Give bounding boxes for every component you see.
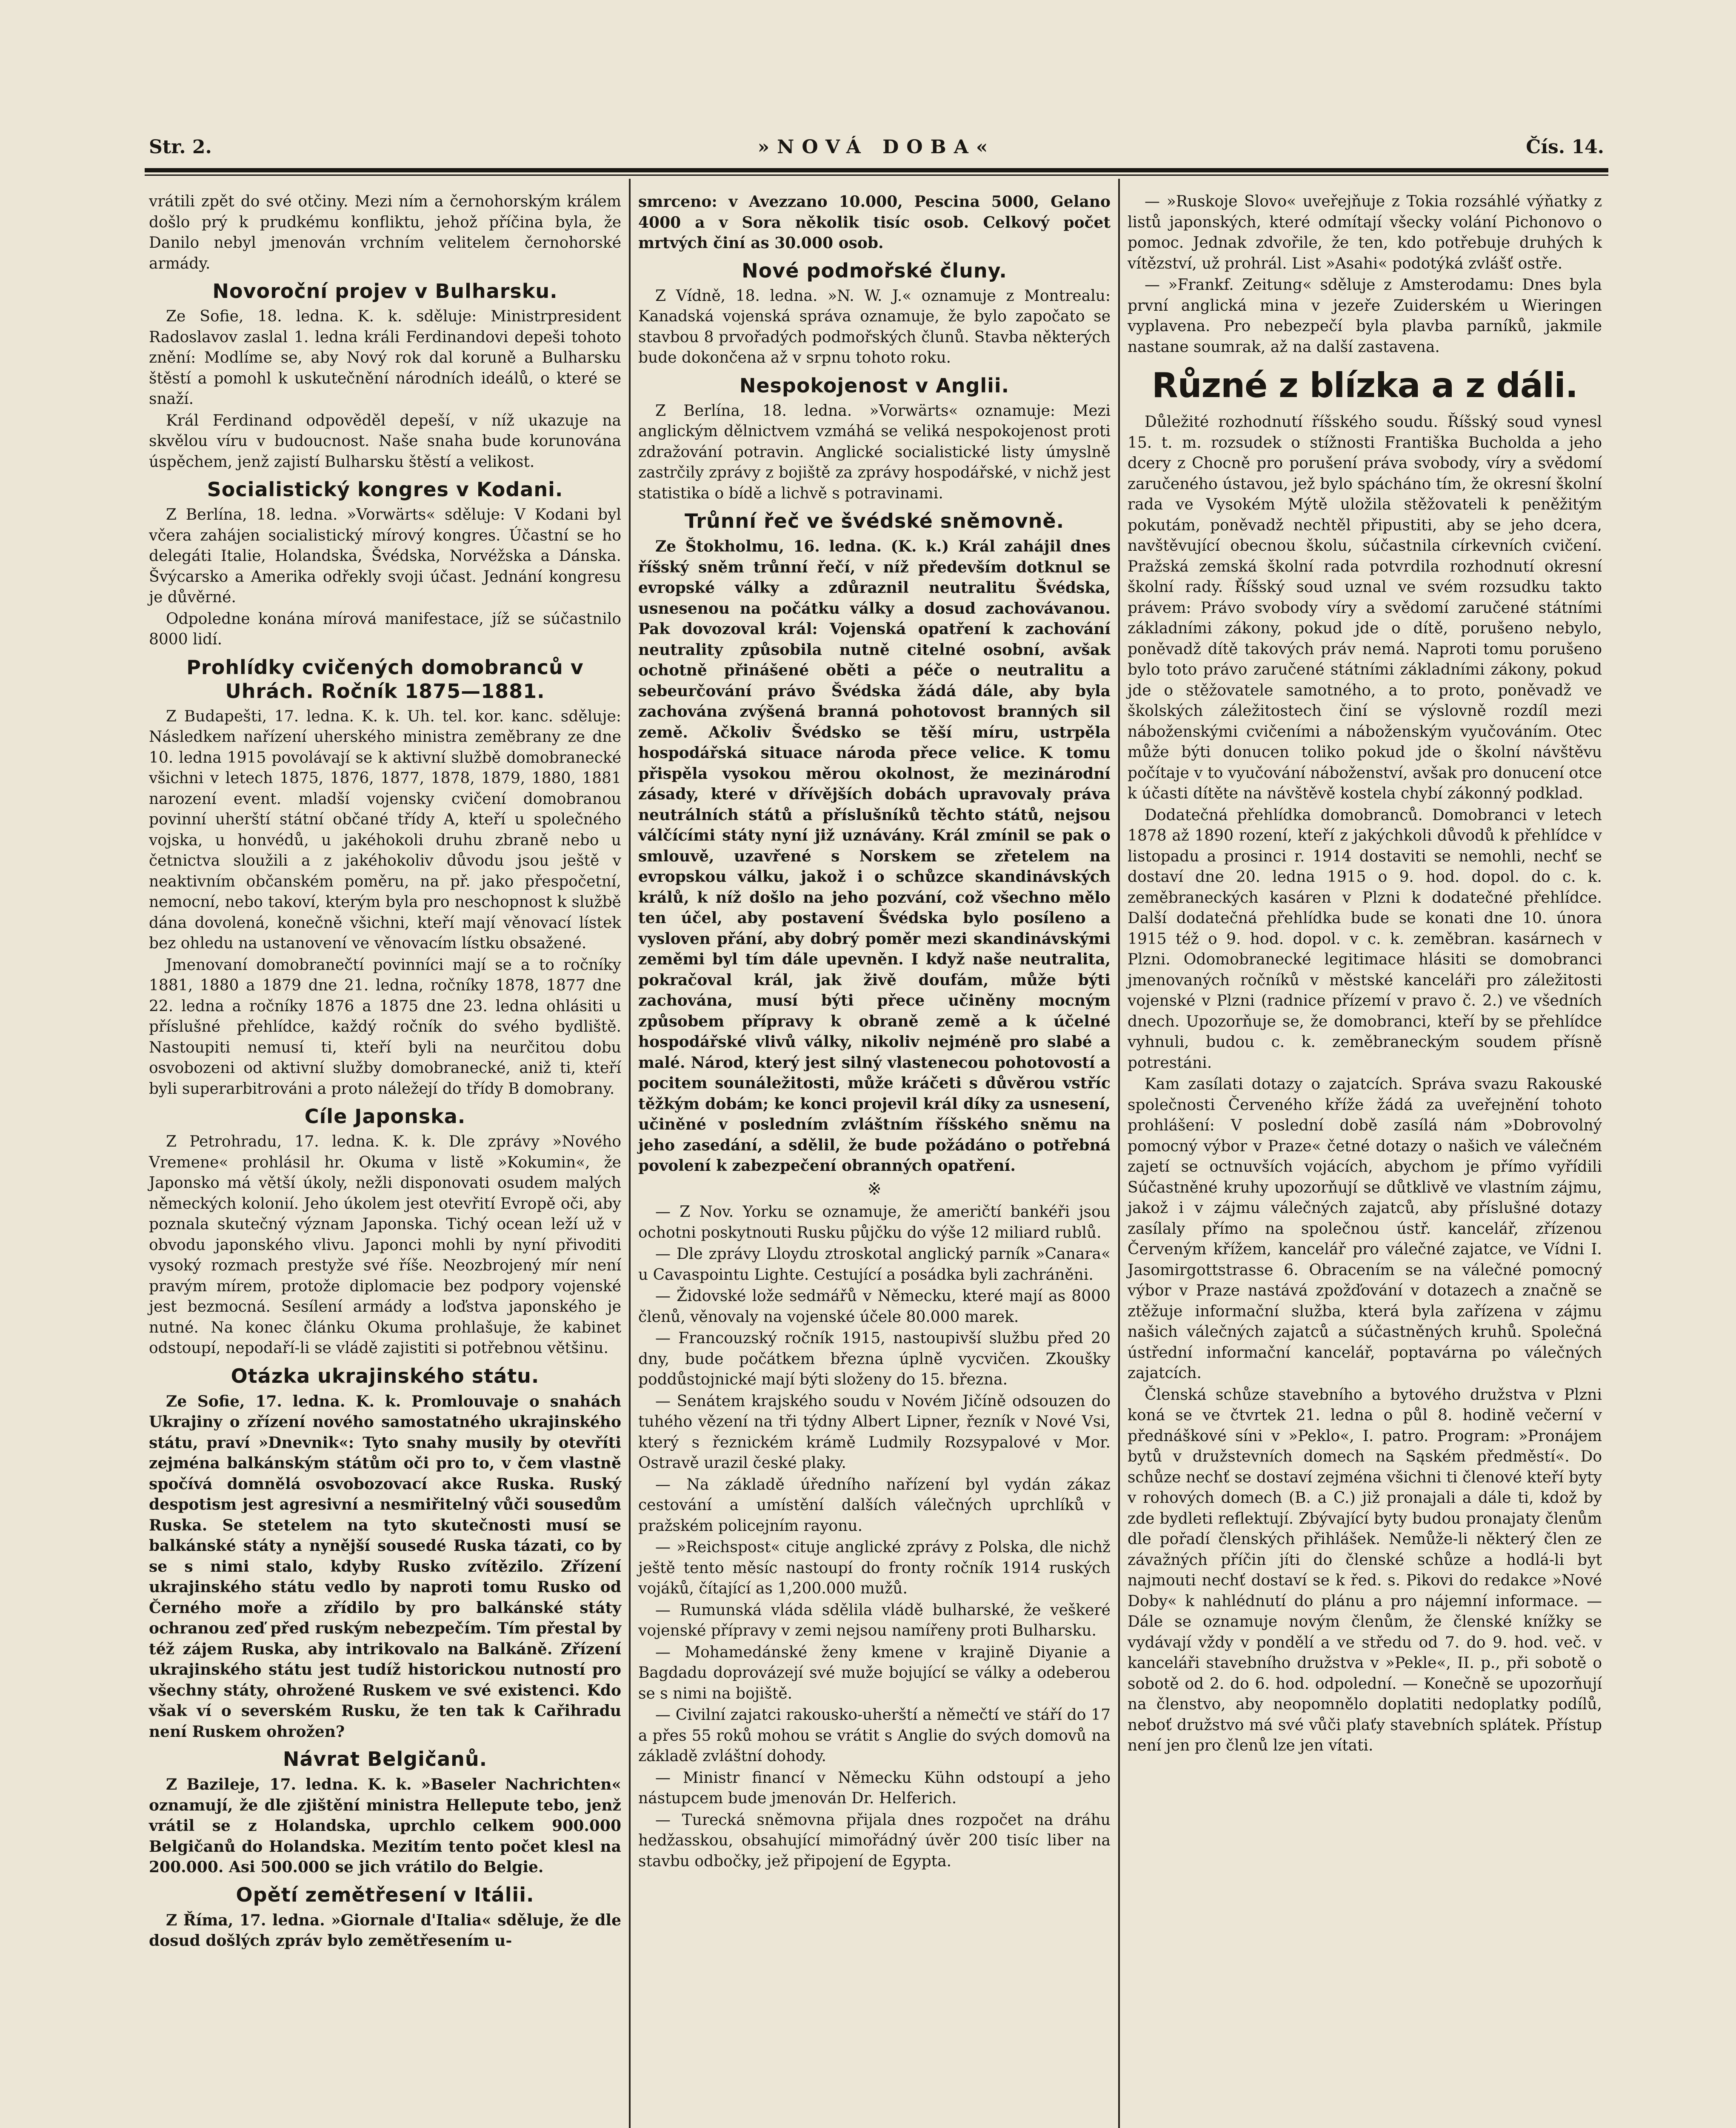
article-paragraph: — »Ruskoje Slovo« uveřejňuje z Tokia rozsáhlé výňatky z listů japonských, které odmítají všecky volání Pichonovo o pomoc. Jednak zdvořile, že ten, kdo potřebuje druhých k vítězství, už prohrál. List »Asahi« podotýká zvlášť ostře. [1128,193,1602,272]
article-paragraph: Kam zasílati dotazy o zajatcích. Správa svazu Rakouské společnosti Červeného kříže žádá za uveřejnění tohoto prohlášení: V poslední době zasílá nám »Dobrovolný pomocný výbor v Praze« četné dotazy o našich ve válečném zajetí se octnuvších vojácích, abychom je přímo vyřídili Súčastněné kruhy upozorňují se důtklivě ve vlastním zájmu, jakož i v zájmu válečných zajatců, aby příslušné dotazy zasílaly přímo na společnou ústř. kancelář, zřízenou Červeným křížem, kancelář pro válečné zajatce, ve Vídni I. Jasomirgottstrasse 6. Obracením se na válečné pomocný výbor v Praze nastává zpožďování v dotazech a značně se ztěžuje informační služba, která byla zařízena v zájmu našich válečných zajatců a súčastněných kruhů. Společná ústřední informační kancelář, poptavárna po válečných zajatcích. [1128,1075,1602,1382]
article-paragraph: Důležité rozhodnutí říšského soudu. Říšský soud vynesl 15. t. m. rozsudek o stížnosti Františka Bucholda a jeho dcery z Chocně pro porušení práva svobody, víry a svědomí zaručeného ústavou, jež bylo spácháno tím, že okresní školní rada ve Vysokém Mýtě uložila stěžovateli k peněžitým pokutám, poněvadž nechtěl připustiti, aby se jeho dcera, navštěvující obecnou školu, súčastnila církevních cvičení. Pražská zemská školní rada potvrdila rozhodnutí okresní školní rady. Říšský soud uznal ve svém rozsudku takto právem: Právo svobody víry a svědomí zaručené státními základními zákony, pokud jde o dítě, porušeno nebylo, poněvadž dítě takových práv nemá. Naproti tomu porušeno bylo toto právo zaručené státními základními zákony, pokud jde o stěžovatele samotného, a to proto, poněvadž ve školských záležitostech činí se výslovně rozdíl mezi náboženskými cvičeními a náboženským vyučováním. Otec může býti donucen toliko pokud jde o školní návštěvu počítaje v to vyučování náboženství, avšak pro donucení otce k účasti dítěte na návštěvě kostela chybí zákonný podklad. [1128,413,1602,802]
article-paragraph: Z Petrohradu, 17. ledna. K. k. Dle zprávy »Nového Vremene« prohlásil hr. Okuma v listě »Kokumin«, že Japonsko má větší úkoly, nežli disponovati osudem malých německých kolonií. Jeho úkolem jest otevřití Evropě oči, aby poznala skutečný význam Japonska. Tichý ocean leží už v obvodu japonského vlivu. Japonci mohli by nyní přivoditi vysoký rozmach prestyže své říše. Neozbrojený mír není pravým mírem, protože diplomacie bez podpory vojenské jest bezmocná. Sesílení armády a loďstva japonského je nutné. Na konec článku Okuma prohlašuje, že kabinet odstoupí, nepodaří-li se vládě zajistiti si potřebnou většinu. [149,1133,621,1357]
header-rule [145,168,1608,172]
article-paragraph: Z Berlína, 18. ledna. »Vorwärts« sděluje: V Kodani byl včera zahájen socialistický mírový kongres. Účastní se ho delegáti Italie, Holandska, Švédska, Norvéžska a Dánska. Švýcarsko a Amerika odřekly svoji účast. Jednání kongresu je důvěrné. [149,506,621,606]
article-headline: Cíle Japonska. [304,1105,466,1128]
paper-name: »NOVÁ DOBA« [757,136,996,158]
section-separator: ※ [867,1179,882,1199]
article-paragraph: — Francouzský ročník 1915, nastoupivší službu před 20 dny, bude počátkem března úplně vycvičen. Zkoušky poddůstojnické mají býti složeny do 15. března. [638,1330,1111,1388]
article-paragraph: Dodatečná přehlídka domobranců. Domobranci v letech 1878 až 1890 rození, kteří z jakýchkoli důvodů k přehlídce v listopadu a prosinci r. 1914 dostaviti se nemohli, nechť se dostaví dne 20. ledna 1915 o 9. hod. dopol. do c. k. zeměbraneckých kasáren v Plzni k dodatečné přehlídce. Další dodatečná přehlídka bude se konati dne 10. února 1915 též o 9. hod. dopol. v c. k. zeměbran. kasárnech v Plzni. Odomobranecké legitimace hlásiti se domobranci jmenovaných ročníků v městské kanceláři pro záležitosti vojenské v Plzni (radnice přízemí v pravo č. 2.) ve všedních dnech. Upozorňuje se, že domobranci, kteří by se přehlídce vyhnuli, budou c. k. zeměbraneckým soudem přísně potrestáni. [1128,806,1602,1072]
article-paragraph: Z Budapešti, 17. ledna. K. k. Uh. tel. kor. kanc. sděluje: Následkem nařízení uherského ministra zeměbrany ze dne 10. ledna 1915 povolávají se k aktivní službě domobranecké všichni v letech 1875, 1876, 1877, 1878, 1879, 1880, 1881 narození event. mladší vojensky cvičení domobranou povinní uherští státní občané třídy A, kteří u společného vojska, u honvédů, u jakéhokoli druhu zbraně nebo u četnictva sloužili a z jakéhokoliv důvodu jsou ještě v neaktivním občanském poměru, na př. jako přespočetní, nemocní, nebo takoví, kterým byla pro neschopnost k službě dána dovolená, konečně všichni, kteří mají věnovací lístek bez ohledu na ustanovení ve věnovacím lístku obsažené. [149,707,621,952]
column-3 [1128,192,1602,1757]
article-headline: Socialistický kongres v Kodani. [207,478,563,501]
article-headline: Různé z blízka a z dáli. [1151,366,1578,405]
page-number: Str. 2. [149,136,212,158]
article-headline: Opětí zemětřesení v Itálii. [236,1883,534,1906]
article-paragraph: — »Frankf. Zeitung« sděluje z Amsterodamu: Dnes byla první anglická mina v jezeře Zuiderském u Wieringen vyplavena. Pro nebezpečí byla plavba parníků, jakmile nastane soumrak, až na další zastavena. [1128,276,1602,356]
article-paragraph: — Dle zprávy Lloydu ztroskotal anglický parník »Canara« u Cavaspointu Lighte. Cestující a posádka byli zachráněni. [638,1245,1111,1284]
article-paragraph: Z Říma, 17. ledna. »Giornale d'Italia« sděluje, že dle dosud došlých zpráv bylo zemětřesením u- [149,1911,621,1950]
article-headline: Otázka ukrajinského státu. [231,1364,540,1387]
article-paragraph: — Rumunská vláda sdělila vládě bulharské, že veškeré vojenské přípravy v zemi nejsou namířeny proti Bulharsku. [638,1601,1111,1639]
article-headline: Prohlídky cvičených domobranců v Uhrách. Ročník 1875—1881. [186,655,584,703]
article-paragraph: Odpoledne konána mírová manifestace, jíž se súčastnilo 8000 lidí. [149,610,621,648]
column-divider [1118,179,1120,2128]
article-paragraph: Ze Sofie, 17. ledna. K. k. Promlouvaje o snahách Ukrajiny o zřízení nového samostatného ukrajinského státu, praví »Dnevnik«: Tyto snahy musily by otevříti zejména balkánským státům oči pro to, v čem vlastně spočívá domnělá osvobozovací akce Ruska. Ruský despotism jest agresivní a nesmiřitelný vůči sousedům Ruska. Se stetelem na tyto skutečnosti musí se balkánské státy a nynější sousedé Ruska tázati, co by se s nimi stalo, kdyby Rusko zvítězilo. Zřízení ukrajinského státu vedlo by naproti tomu Rusko od Černého moře a zřídilo by pro balkánské státy ochranou zeď před ruským nebezpečím. Tím přestal by též zájem Ruska, aby intrikovalo na Balkáně. Zřízení ukrajinského státu jest tudíž historickou nutností pro všechny státy, ohrožené Ruskem ve své existenci. Kdo však ví o severském Rusku, že ten tak k Cařihradu není Ruskem ohrožen? [149,1392,621,1741]
article-paragraph: — Ministr financí v Německu Kühn odstoupí a jeho nástupcem bude jmenován Dr. Helferich. [638,1769,1111,1807]
article-headline: Trůnní řeč ve švédské sněmovně. [684,509,1065,532]
column-divider [629,179,631,2128]
article-paragraph: — Mohamedánské ženy kmene v krajině Diyanie a Bagdadu doprovázejí své muže bojující se války a odeberou se s nimi na bojiště. [638,1643,1111,1702]
article-headline: Nové podmořské čluny. [742,259,1007,282]
article-paragraph: Z Bazileje, 17. ledna. K. k. »Baseler Nachrichten« oznamují, že dle zjištění ministra Hellepute tebo, jenž vrátil se z Holandska, uprchlo celkem 900.000 Belgičanů do Holandska. Mezitím tento počet klesl na 200.000. Asi 500.000 se jich vrátilo do Belgie. [149,1776,621,1876]
article-headline: Novoroční projev v Bulharsku. [212,280,558,303]
article-paragraph: vrátili zpět do své otčiny. Mezi ním a černohorským králem došlo prý k prudkému konfliktu, jehož příčina byla, že Danilo nebyl jmenován vrchním velitelem černohorské armády. [149,193,621,272]
masthead [149,136,1604,166]
article-paragraph: — Židovské lože sedmářů v Německu, které mají as 8000 členů, věnovaly na vojenské účele 80.000 marek. [638,1287,1111,1326]
column-2 [638,192,1111,1873]
column-1 [149,192,621,1952]
article-paragraph: smrceno: v Avezzano 10.000, Pescina 5000, Gelano 4000 a v Sora několik tisíc osob. Celkový počet mrtvých činí as 30.000 osob. [638,193,1111,252]
article-paragraph: Z Berlína, 18. ledna. »Vorwärts« oznamuje: Mezi anglickým dělnictvem vzmáhá se veliká nespokojenost proti zdražování potravin. Anglické socialistické listy úmyslně zastrčily zprávy z bojiště za zprávy hospodářské, v nichž jest statistika o bídě a lichvě s potravinami. [638,402,1111,502]
article-paragraph: Z Vídně, 18. ledna. »N. W. J.« oznamuje z Montrealu: Kanadská vojenská správa oznamuje, že bylo započato se stavbou 8 prvořadých podmořských člunů. Stavba některých bude dokončena až v srpnu tohoto roku. [638,287,1111,366]
article-paragraph: Členská schůze stavebního a bytového družstva v Plzni koná se ve čtvrtek 21. ledna o půl 8. hodině večerní v přednáškové síni v »Peklo«, I. patro. Program: »Pronájem bytů v družstevních domech na Sąském předměstí«. Do schůze nechť se dostaví zejména všichni ti členové kteří byty v rohových domech (B. a C.) již pronajali a dále ti, kdož by zde bydleti reflektují. Zbývající byty budou pronajaty členům dle pořadí členských přihlášek. Nemůže-li některý člen ze závažných příčin jíti do členské schůze a hodlá-li byt najmouti nechť dostaví se k řed. s. Pikovi do redakce »Nové Doby« k nahlédnutí do plánu a pro nájemní informace. — Dále se oznamuje novým členům, že členské knížky se vydávají vždy v pondělí a ve středu od 7. do 9. hod. več. v kanceláři stavebního družstva v »Pekle«, II. p., při sobotě o sobotě od 2. do 6. hod. odpolední. — Konečně se upozorňují na členstvo, aby neopomnělo doplatiti nedoplatky podílů, neboť družstvo má své vůči plaťy stavebních splátek. Přístup není jen pro členů lze jen vítati. [1128,1386,1602,1754]
article-paragraph: Ze Štokholmu, 16. ledna. (K. k.) Král zahájil dnes říšský sněm trůnní řečí, v níž především dotknul se evropské války a zdůraznil neutralitu Švédska, usnesenou na počátku války a dosud zachovávanou. Pak dovozoval král: Vojenská opatření k zachování neutrality způsobila nutně citelné osobní, avšak ochotně přinášené oběti a péče o neutralitu a sebeurčování právo Švédska žádá dále, aby byla zachována zvýšená branná pohotovost branných sil země. Ačkoliv Švédsko se těší míru, ustrpěla hospodářská situace národa přece velice. K tomu přispěla vysokou měrou okolnost, že mezinárodní zásady, které v dřívějších dobách upravovaly práva neutrálních států a příslušníků těchto států, nejsou válčícími státy nyní již uznávány. Král zmínil se pak o smlouvě, uzavřené s Norskem se zřetelem na evropskou válku, jakož i o schůzce skandinávských králů, k níž došlo na jeho pozvání, což všechno mělo ten účel, aby postavení Švédska bylo posíleno a vysloven přání, aby dobrý poměr mezi skandinávskými zeměmi byl tím dále upevněn. I když naše neutralita, pokračoval král, jak živě doufám, může býti zachována, musí býti přece učiněny mocným způsobem přípravy k obraně země a k účelné hospodářské vlivů války, nikoliv nejméně pro slabé a malé. Národ, který jest silný vlastenecou pohotovostí a pocitem sounáležitosti, může kráčeti s důvěrou vstříc těžkým dobám; ke konci projevil král díky za usnesení, učiněné v posledním zvláštním říšského sněmu na jeho zasedání, a sdělil, že bude požádáno o potřebná povolení k zabezpečení obranných opatření. [638,538,1111,1175]
article-headline: Návrat Belgičanů. [283,1748,488,1770]
issue-number: Čís. 14. [1526,136,1604,158]
header-rule-thin [145,174,1608,176]
article-paragraph: — Turecká sněmovna přijala dnes rozpočet na dráhu hedžasskou, obsahující mimořádný úvěr 200 tisíc liber na stavbu odbočky, jež připojení de Egypta. [638,1811,1111,1870]
article-headline: Nespokojenost v Anglii. [739,374,1010,397]
article-paragraph: Král Ferdinand odpověděl depeší, v níž ukazuje na skvělou víru v budoucnost. Naše snaha bude korunována úspěchem, jenž zajistí Bulharsku štěstí a velikost. [149,412,621,471]
article-paragraph: — Z Nov. Yorku se oznamuje, že američtí bankéři jsou ochotni poskytnouti Rusku půjčku do výše 12 miliard rublů. [638,1203,1111,1241]
article-paragraph: Ze Sofie, 18. ledna. K. k. sděluje: Ministrpresident Radoslavov zaslal 1. ledna králi Ferdinandovi depeši tohoto znění: Modlíme se, aby Nový rok dal koruně a Bulharsku štěstí a pomohl k uskutečnění národních ideálů, o které se snaží. [149,308,621,408]
article-paragraph: Jmenovaní domobranečtí povinníci mají se a to ročníky 1881, 1880 a 1879 dne 21. ledna, ročníky 1878, 1877 dne 22. ledna a ročníky 1876 a 1875 dne 23. ledna ohlásiti u příslušné přehlídce, každý ročník do svého bydliště. Nastoupiti nemusí ti, kteří byli na neurčitou dobu osvobozeni od aktivní služby domobranecké, aniž ti, kteří byli superarbitrováni a proto náležejí do třídy B domobrany. [149,956,621,1098]
article-paragraph: — Civilní zajatci rakousko-uherští a němečtí ve stáří do 17 a přes 55 roků mohou se vrátit s Anglie do svých domovů na základě zvláštní dohody. [638,1706,1111,1765]
article-paragraph: — Na základě úředního nařízení byl vydán zákaz cestování a umístění dalších válečných uprchlíků v pražském policejním rayonu. [638,1476,1111,1535]
article-paragraph: — Senátem krajského soudu v Novém Jičíně odsouzen do tuhého vězení na tři týdny Albert Lipner, řezník v Nové Vsi, který s řeznickém krámě Ludmily Rozsypalové v Mor. Ostravě urazil české plaky. [638,1392,1111,1472]
article-paragraph: — »Reichspost« cituje anglické zprávy z Polska, dle nichž ještě tento měsíc nastoupí do fronty ročník 1914 ruských vojáků, čítající as 1,200.000 mužů. [638,1539,1111,1597]
